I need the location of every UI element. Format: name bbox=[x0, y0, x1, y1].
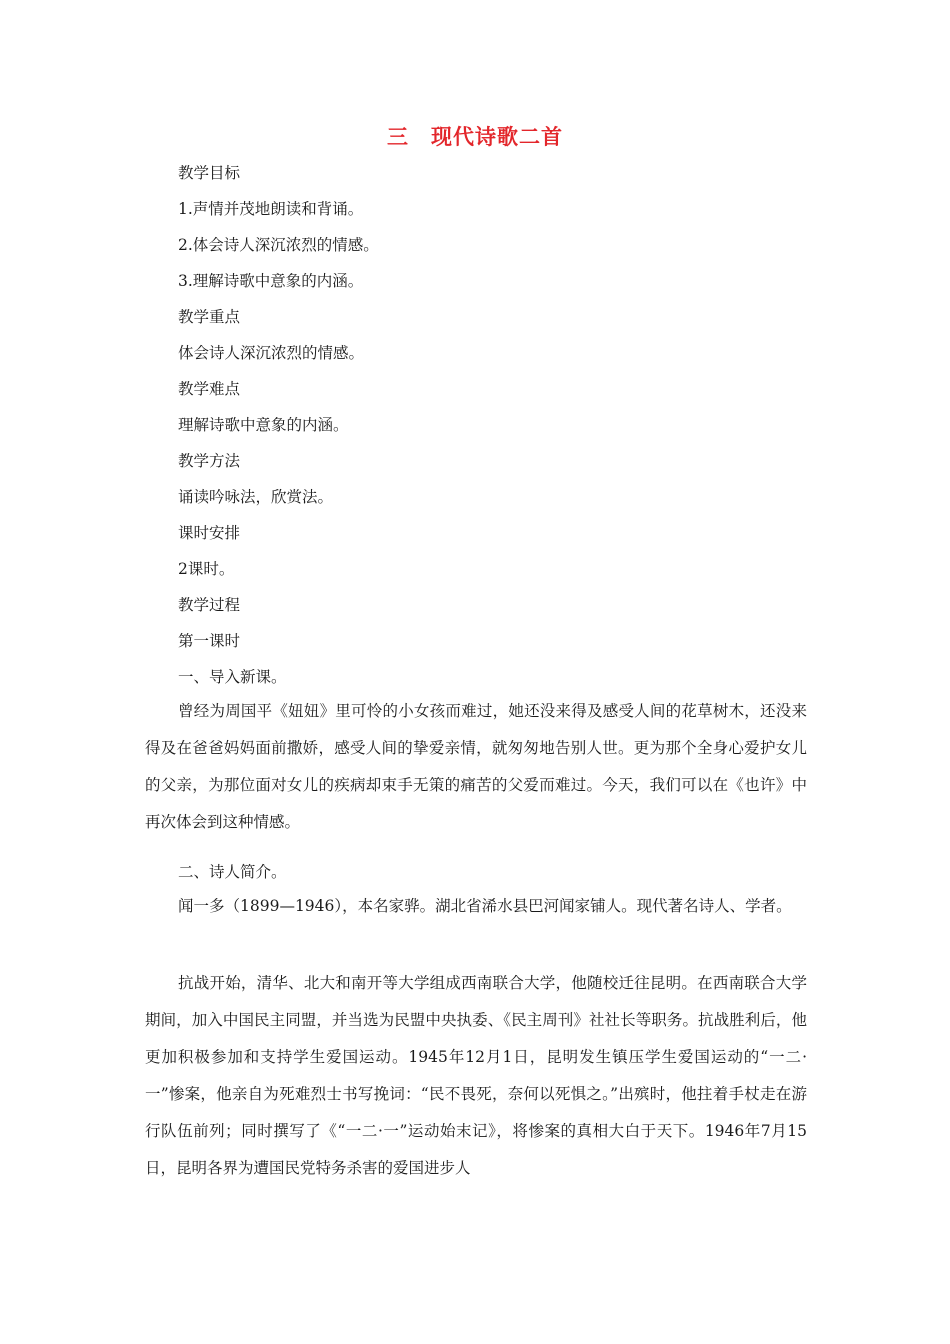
title-number: 三 bbox=[387, 125, 409, 149]
heading-process: 教学过程 bbox=[178, 596, 241, 614]
paragraph-introduction: 曾经为周国平《妞妞》里可怜的小女孩而难过，她还没来得及感受人间的花草树木，还没来得及在爸爸妈妈面前撒娇，感受人间的挚爱亲情，就匆匆地告别人世。更为那个全身心爱护女儿的父亲，为那位面对女儿的疾病却束手无策的痛苦的父爱而难过。今天，我们可以在《也许》中再次体会到这种情感。 bbox=[145, 702, 807, 831]
schedule-text: 2课时。 bbox=[178, 560, 235, 578]
difficulties-text: 理解诗歌中意象的内涵。 bbox=[178, 416, 349, 434]
goal-item-3: 3.理解诗歌中意象的内涵。 bbox=[178, 272, 364, 290]
heading-methods: 教学方法 bbox=[178, 452, 241, 470]
paragraph-poet-bio: 闻一多（1899—1946），本名家骅。湖北省浠水县巴河闻家铺人。现代著名诗人、学者。 bbox=[178, 897, 792, 915]
heading-first-lesson: 第一课时 bbox=[178, 632, 241, 650]
heading-difficulties: 教学难点 bbox=[178, 380, 241, 398]
paragraph-wartime: 抗战开始，清华、北大和南开等大学组成西南联合大学，他随校迁往昆明。在西南联合大学期间，加入中国民主同盟，并当选为民盟中央执委、《民主周刊》社社长等职务。抗战胜利后，他更加积极参加和支持学生爱国运动。1945年12月1日，昆明发生镇压学生爱国运动的“一二·一”惨案，他亲自为死难烈士书写挽词：“民不畏死，奈何以死惧之。”出殡时，他拄着手杖走在游行队伍前列；同时撰写了《“一二·一”运动始末记》，将惨案的真相大白于天下。1946年7月15日，昆明各界为遭国民党特务杀害的爱国进步人 bbox=[145, 974, 807, 1177]
methods-text: 诵读吟咏法，欣赏法。 bbox=[178, 488, 334, 506]
key-points-text: 体会诗人深沉浓烈的情感。 bbox=[178, 344, 365, 362]
heading-key-points: 教学重点 bbox=[178, 308, 241, 326]
heading-schedule: 课时安排 bbox=[178, 524, 241, 542]
section-poet-bio: 二、诗人简介。 bbox=[178, 863, 287, 881]
goal-item-2: 2.体会诗人深沉浓烈的情感。 bbox=[178, 236, 379, 254]
heading-teaching-goals: 教学目标 bbox=[178, 164, 241, 182]
page-title bbox=[0, 122, 950, 152]
section-introduction: 一、导入新课。 bbox=[178, 668, 287, 686]
title-text: 现代诗歌二首 bbox=[431, 125, 563, 149]
goal-item-1: 1.声情并茂地朗读和背诵。 bbox=[178, 200, 364, 218]
